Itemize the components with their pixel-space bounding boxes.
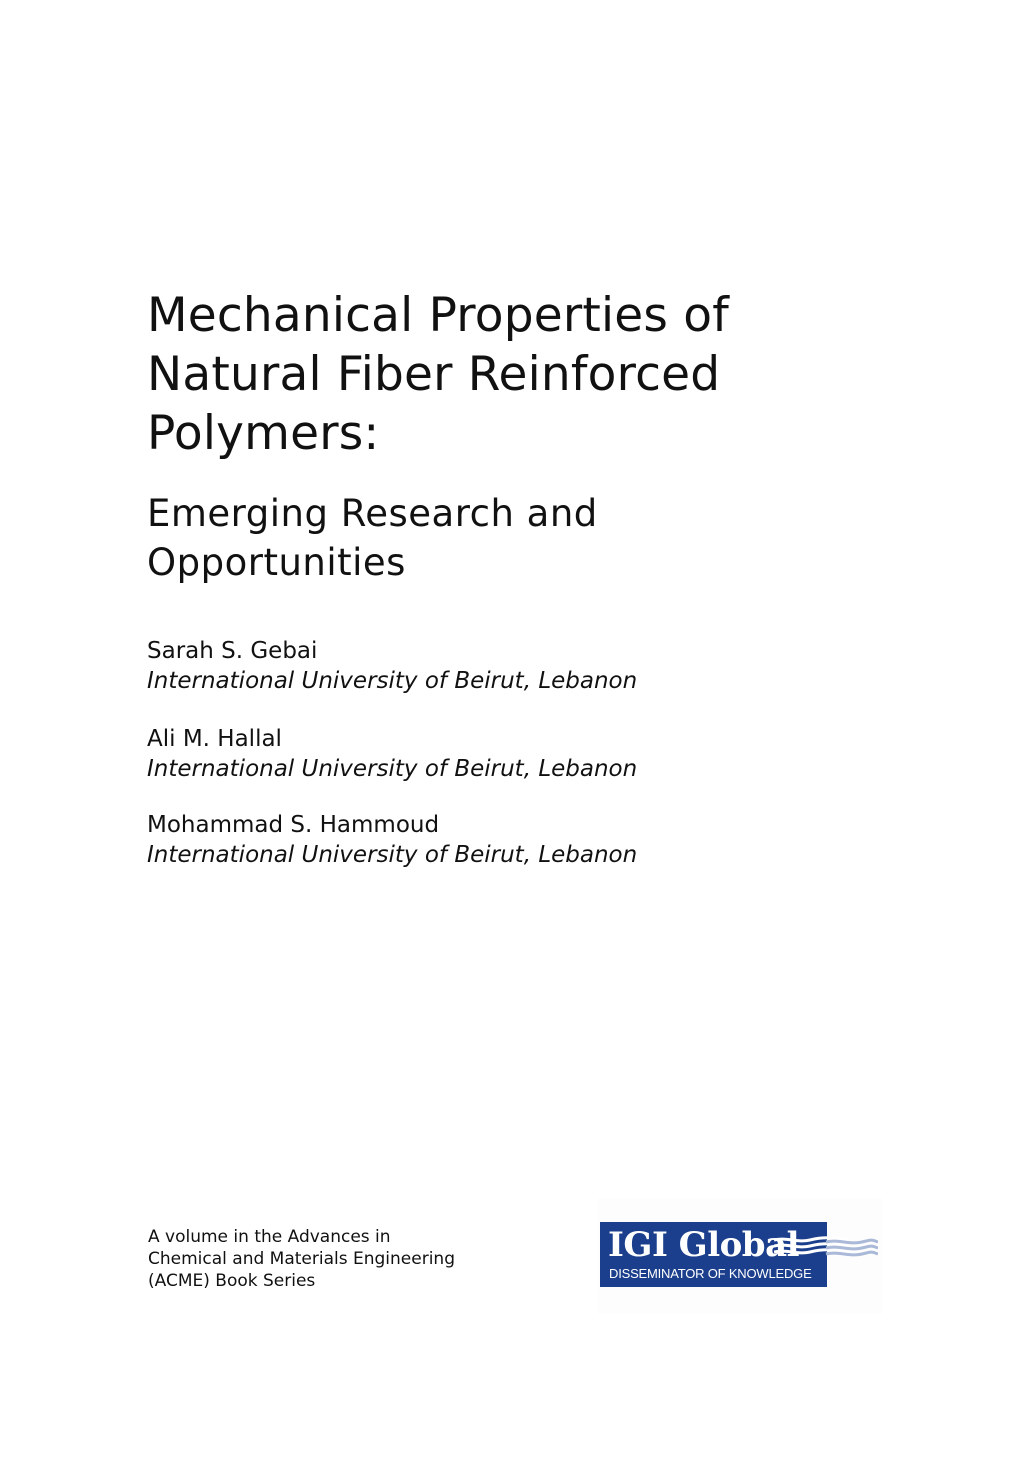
series-note [148,1226,508,1292]
book-subtitle [147,489,847,587]
series-note-line: Chemical and Materials Engineering [148,1249,455,1269]
author-affiliation: International University of Beirut, Lebanon [147,842,638,868]
author-affiliation: International University of Beirut, Lebanon [147,668,638,694]
author-name: Mohammad S. Hammoud [147,812,440,838]
book-title-line: Mechanical Properties of [147,288,729,343]
author-block [147,810,847,870]
book-title [147,286,907,463]
series-note-line: (ACME) Book Series [148,1271,316,1291]
author-name: Ali M. Hallal [147,726,282,752]
author-block [147,636,847,696]
book-subtitle-line: Opportunities [147,541,406,584]
author-block [147,724,847,784]
publisher-logo-name: IGI Global [608,1225,800,1265]
author-affiliation: International University of Beirut, Lebanon [147,756,638,782]
series-note-line: A volume in the Advances in [148,1227,391,1247]
publisher-logo [598,1198,882,1314]
book-subtitle-line: Emerging Research and [147,492,598,535]
book-title-line: Natural Fiber Reinforced [147,347,721,402]
waves-icon [774,1236,878,1264]
publisher-logo-tagline: DISSEMINATOR OF KNOWLEDGE [609,1266,812,1281]
author-name: Sarah S. Gebai [147,638,318,664]
book-title-line: Polymers: [147,406,380,461]
